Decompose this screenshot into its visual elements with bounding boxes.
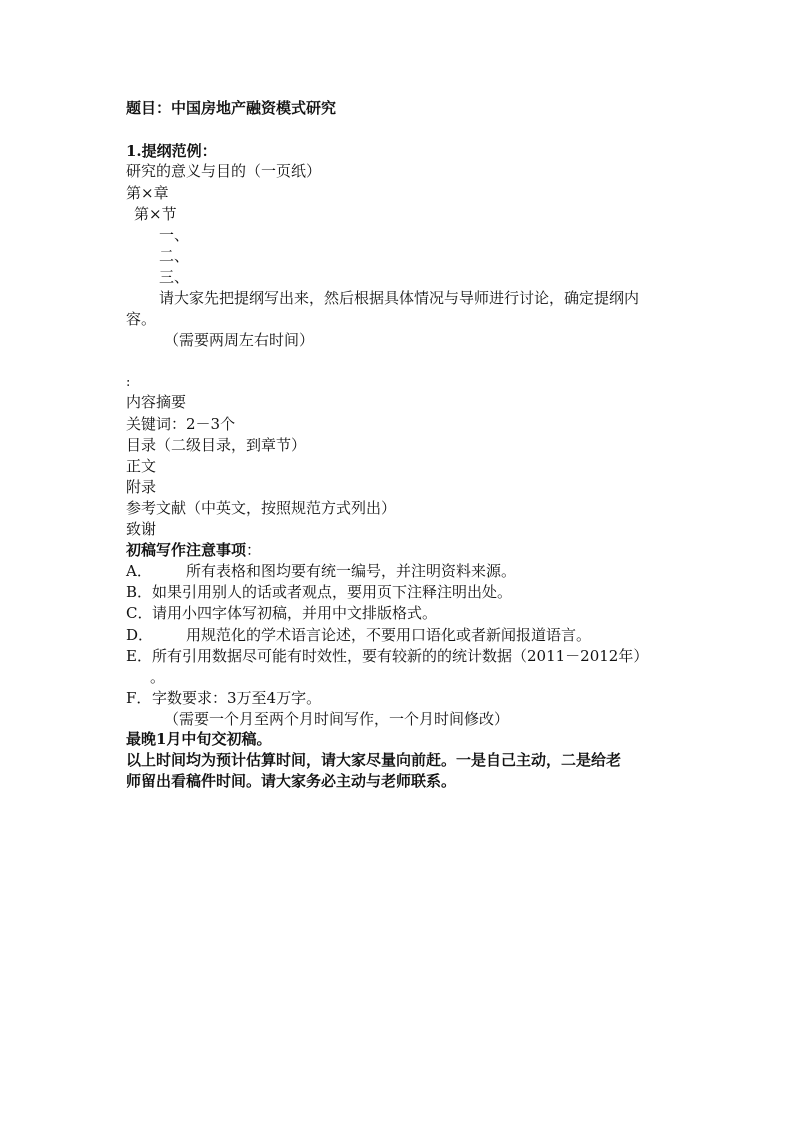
notes-heading [126, 540, 261, 560]
structure-abstract: 内容摘要 [126, 393, 187, 411]
structure-colon: : [126, 375, 131, 390]
notes-item-letter: C． [126, 604, 153, 622]
notes-item-text: 用规范化的学术语言论述，不要用口语化或者新闻报道语言。 [186, 626, 592, 644]
notes-time-note: （需要一个月至两个月时间写作，一个月时间修改） [164, 710, 510, 728]
notes-item-a [126, 561, 516, 581]
outline-instruction-line-1: 请大家先把提纲写出来，然后根据具体情况与导师进行讨论，确定提纲内 [159, 289, 640, 307]
notes-item-b [126, 582, 512, 602]
notes-item-c [126, 603, 437, 623]
notes-item-letter: F． [126, 689, 152, 707]
notes-item-text: 字数要求：3万至4万字。 [152, 689, 322, 707]
structure-appendix: 附录 [126, 478, 157, 496]
notes-item-e [126, 646, 648, 666]
notes-item-text: 请用小四字体写初稿，并用中文排版格式。 [152, 604, 438, 622]
structure-references: 参考文献（中英文，按照规范方式列出） [126, 499, 397, 517]
outline-item-2: 二、 [159, 247, 190, 265]
notes-item-text: 如果引用别人的话或者观点，要用页下注释注明出处。 [152, 583, 513, 601]
notes-heading-colon: ： [246, 541, 262, 559]
outline-section: 第×节 [134, 205, 177, 223]
structure-body: 正文 [126, 457, 157, 475]
outline-item-3: 三、 [159, 268, 190, 286]
outline-time-note: （需要两周左右时间） [164, 331, 315, 349]
outline-purpose: 研究的意义与目的（一页纸） [126, 162, 322, 180]
outline-instruction-line-2: 容。 [126, 310, 157, 328]
outline-chapter: 第×章 [126, 184, 169, 202]
notes-item-d [126, 625, 591, 645]
outline-heading: 1.提纲范例： [126, 142, 217, 160]
outline-item-1: 一、 [159, 226, 190, 244]
structure-thanks: 致谢 [126, 520, 157, 538]
notes-item-f [126, 688, 321, 708]
deadline-note: 最晚1月中旬交初稿。 [126, 730, 272, 748]
closing-line-1: 以上时间均为预计估算时间，请大家尽量向前赶。一是自己主动，二是给老 [126, 751, 622, 769]
notes-item-letter: A． [126, 562, 152, 580]
document-title: 题目：中国房地产融资模式研究 [126, 99, 337, 117]
notes-heading-text: 初稿写作注意事项 [126, 541, 247, 559]
notes-item-letter: D． [126, 626, 154, 644]
closing-line-2: 师留出看稿件时间。请大家务必主动与老师联系。 [126, 772, 457, 790]
structure-toc: 目录（二级目录，到章节） [126, 436, 307, 454]
notes-item-letter: B． [126, 583, 153, 601]
notes-item-letter: E． [126, 647, 152, 665]
structure-keywords: 关键词：2－3个 [126, 415, 236, 433]
notes-item-text: 所有引用数据尽可能有时效性，要有较新的的统计数据（2011－2012年） [152, 647, 649, 665]
notes-item-text: 所有表格和图均要有统一编号，并注明资料来源。 [186, 562, 517, 580]
notes-item-e-continuation: 。 [150, 668, 166, 686]
